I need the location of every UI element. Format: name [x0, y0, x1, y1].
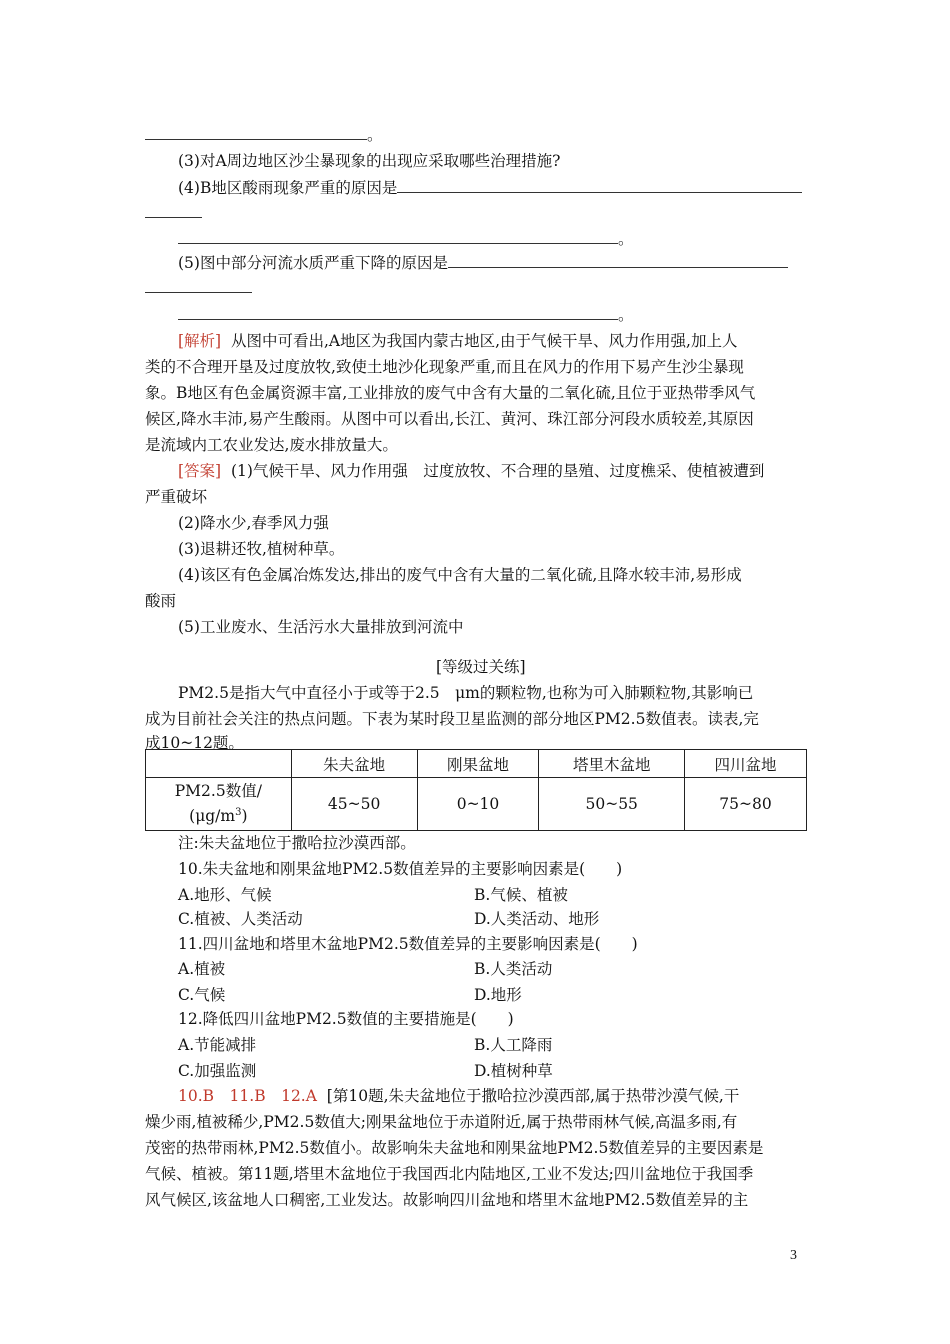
answer-blank — [145, 276, 252, 293]
answer-key: 10.B 11.B 12.A — [178, 1087, 317, 1105]
q10-option-b: B.气候、植被 — [474, 886, 568, 904]
analysis-line-3: 象。B地区有色金属资源丰富,工业排放的废气中含有大量的二氧化硫,且位于亚热带季风气 — [145, 384, 756, 402]
answer-blank — [397, 176, 802, 193]
answer-blank — [178, 227, 618, 244]
table-cell: 50~55 — [539, 778, 685, 831]
answer-5: (5)工业废水、生活污水大量排放到河流中 — [178, 618, 464, 636]
q10-option-d: D.人类活动、地形 — [474, 910, 600, 928]
final-line-5: 风气候区,该盆地人口稠密,工业发达。故影响四川盆地和塔里木盆地PM2.5数值差异的主 — [145, 1191, 749, 1209]
table-note: 注:朱夫盆地位于撒哈拉沙漠西部。 — [178, 834, 416, 852]
q12-option-b: B.人工降雨 — [474, 1036, 553, 1054]
blank-line — [145, 275, 252, 301]
question-11: 11.四川盆地和塔里木盆地PM2.5数值差异的主要影响因素是( ) — [178, 935, 638, 953]
table-row — [146, 778, 807, 831]
section-title: [等级过关练] — [436, 658, 526, 676]
blank-line — [145, 200, 202, 226]
intro-line-1: PM2.5是指大气中直径小于或等于2.5 μm的颗粒物,也称为可入肺颗粒物,其影响已 — [178, 684, 754, 702]
analysis-line-2: 类的不合理开垦及过度放牧,致使土地沙化现象严重,而且在风力的作用下易产生沙尘暴现 — [145, 358, 744, 376]
intro-line-3: 成10~12题。 — [145, 734, 244, 752]
answer-4b: 酸雨 — [145, 592, 177, 610]
table-header-cell: 朱夫盆地 — [291, 750, 417, 778]
final-line-1: 10.B 11.B 12.A [第10题,朱夫盆地位于撒哈拉沙漠西部,属于热带沙漠气候,干 — [178, 1087, 740, 1105]
final-line-4: 气候、植被。第11题,塔里木盆地位于我国西北内陆地区,工业不发达;四川盆地位于我国季 — [145, 1165, 754, 1183]
analysis-line-4: 候区,降水丰沛,易产生酸雨。从图中可以看出,长江、黄河、珠江部分河段水质较差,其原因 — [145, 410, 754, 428]
q10-option-a: A.地形、气候 — [178, 886, 272, 904]
table-header-cell: 刚果盆地 — [417, 750, 539, 778]
table-header-cell: 塔里木盆地 — [539, 750, 685, 778]
q10-option-c: C.植被、人类活动 — [178, 910, 303, 928]
analysis-line-1: [解析] 从图中可看出,A地区为我国内蒙古地区,由于气候干旱、风力作用强,加上人 — [178, 332, 738, 350]
answer-4: (4)该区有色金属冶炼发达,排出的废气中含有大量的二氧化硫,且降水较丰沛,易形成 — [178, 566, 742, 584]
answer-line-1b: 严重破坏 — [145, 488, 208, 506]
q11-option-a: A.植被 — [178, 960, 226, 978]
question-5: (5)图中部分河流水质严重下降的原因是 — [178, 250, 788, 276]
question-10: 10.朱夫盆地和刚果盆地PM2.5数值差异的主要影响因素是( ) — [178, 860, 623, 878]
table-cell: 0~10 — [417, 778, 539, 831]
question-4: (4)B地区酸雨现象严重的原因是 — [178, 175, 802, 201]
page-number: 3 — [790, 1248, 797, 1263]
answer-line-1: [答案] (1)气候干旱、风力作用强 过度放牧、不合理的垦殖、过度樵采、使植被遭到 — [178, 462, 765, 480]
q12-option-d: D.植树种草 — [474, 1062, 553, 1080]
table-header-row — [146, 750, 807, 778]
answer-blank — [145, 201, 202, 218]
table-header-cell — [146, 750, 292, 778]
answer-3: (3)退耕还牧,植树种草。 — [178, 540, 345, 558]
answer-blank — [448, 251, 788, 268]
intro-line-2: 成为目前社会关注的热点问题。下表为某时段卫星监测的部分地区PM2.5数值表。读表,完 — [145, 710, 759, 728]
q12-option-c: C.加强监测 — [178, 1062, 257, 1080]
analysis-tag: [解析] — [178, 332, 222, 350]
table-cell: 45~50 — [291, 778, 417, 831]
pm25-table — [145, 749, 807, 831]
blank-line: 。 — [178, 226, 634, 252]
question-12: 12.降低四川盆地PM2.5数值的主要措施是( ) — [178, 1010, 514, 1028]
answer-blank — [145, 123, 367, 140]
analysis-line-5: 是流域内工农业发达,废水排放量大。 — [145, 436, 398, 454]
question-3: (3)对A周边地区沙尘暴现象的出现应采取哪些治理措施? — [178, 152, 561, 170]
final-line-2: 燥少雨,植被稀少,PM2.5数值大;刚果盆地位于赤道附近,属于热带雨林气候,高温多雨,有 — [145, 1113, 738, 1131]
table-header-cell: 四川盆地 — [685, 750, 807, 778]
answer-blank — [178, 303, 618, 320]
answer-2: (2)降水少,春季风力强 — [178, 514, 329, 532]
table-cell: 75~80 — [685, 778, 807, 831]
blank-line-q2: 。 — [145, 122, 383, 148]
table-row-label: PM2.5数值/ $(\mu g/m^3)$ — [146, 778, 292, 831]
q11-option-b: B.人类活动 — [474, 960, 553, 978]
answer-tag: [答案] — [178, 462, 222, 480]
q11-option-c: C.气候 — [178, 986, 226, 1004]
q12-option-a: A.节能减排 — [178, 1036, 257, 1054]
final-line-3: 茂密的热带雨林,PM2.5数值小。故影响朱夫盆地和刚果盆地PM2.5数值差异的主要因素是 — [145, 1139, 764, 1157]
blank-line: 。 — [178, 302, 634, 328]
q11-option-d: D.地形 — [474, 986, 522, 1004]
